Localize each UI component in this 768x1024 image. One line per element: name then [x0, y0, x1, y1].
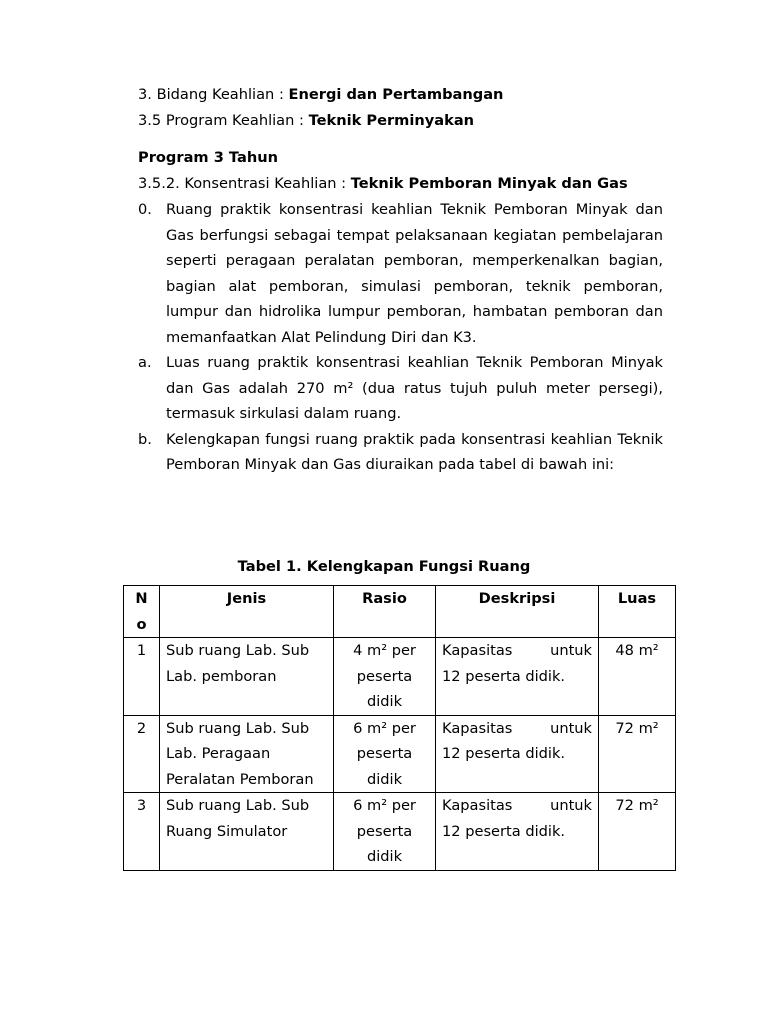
deskripsi-line: 12 peserta didik.	[442, 822, 566, 840]
program-keahlian-line	[138, 112, 474, 129]
rasio-line: peserta	[356, 822, 413, 840]
deskripsi-line: Kapasitas untuk	[442, 797, 592, 814]
konsentrasi-label: 3.5.2. Konsentrasi Keahlian :	[138, 175, 351, 192]
cell-luas: 48 m²	[599, 638, 676, 716]
list-item-text: Luas ruang praktik konsentrasi keahlian Teknik Pemboran Minyak dan Gas adalah 270 m² (dua ratus tujuh puluh meter persegi), termasuk sirkulasi dalam ruang.	[166, 354, 663, 422]
rasio-line: 6 m² per	[353, 797, 416, 814]
kelengkapan-table	[123, 585, 676, 871]
bidang-label: 3. Bidang Keahlian :	[138, 86, 289, 103]
rasio-line: 6 m² per	[353, 719, 416, 737]
rasio-line: didik	[366, 770, 403, 788]
jenis-line: Lab. pemboran	[166, 667, 277, 685]
rasio-line: didik	[366, 693, 403, 710]
header-no-line2: o	[136, 615, 147, 633]
cell-no: 3	[124, 793, 160, 871]
deskripsi-line: 12 peserta didik.	[442, 745, 566, 762]
cell-luas: 72 m²	[599, 793, 676, 871]
program-tahun-text: Program 3 Tahun	[138, 149, 279, 166]
header-jenis: Jenis	[160, 586, 334, 638]
deskripsi-line: 12 peserta didik.	[442, 667, 566, 685]
header-rasio: Rasio	[334, 586, 436, 638]
description-list	[138, 197, 663, 478]
header-no-line1: N	[135, 590, 148, 607]
jenis-line: Sub ruang Lab. Sub	[166, 797, 310, 814]
rasio-line: peserta	[356, 745, 413, 762]
table-row	[124, 715, 676, 793]
list-item	[138, 197, 663, 350]
deskripsi-line: Kapasitas untuk	[442, 642, 592, 659]
header-luas: Luas	[599, 586, 676, 638]
jenis-line: Lab. Peragaan	[166, 745, 271, 762]
table-header-row	[124, 586, 676, 638]
list-item	[138, 427, 663, 478]
jenis-line: Sub ruang Lab. Sub	[166, 642, 310, 659]
list-marker: b.	[138, 430, 152, 448]
cell-deskripsi	[436, 793, 599, 871]
rasio-line: 4 m² per	[353, 642, 416, 659]
header-deskripsi: Deskripsi	[436, 586, 599, 638]
list-item-text: Kelengkapan fungsi ruang praktik pada konsentrasi keahlian Teknik Pemboran Minyak dan Gas diuraikan pada tabel di bawah ini:	[166, 430, 663, 473]
cell-rasio	[334, 793, 436, 871]
table-caption: Tabel 1. Kelengkapan Fungsi Ruang	[237, 558, 531, 575]
deskripsi-line: Kapasitas untuk	[442, 719, 592, 737]
jenis-line: Ruang Simulator	[166, 822, 288, 840]
cell-luas: 72 m²	[599, 715, 676, 793]
konsentrasi-keahlian-line	[138, 175, 628, 192]
cell-jenis	[160, 638, 334, 716]
list-item	[138, 350, 663, 427]
table-row	[124, 638, 676, 716]
bidang-keahlian-line	[138, 86, 503, 103]
cell-rasio	[334, 638, 436, 716]
rasio-line: didik	[366, 848, 403, 865]
rasio-line: peserta	[356, 667, 413, 685]
cell-no: 1	[124, 638, 160, 716]
list-marker: a.	[138, 354, 152, 371]
program-label: 3.5 Program Keahlian :	[138, 112, 309, 129]
jenis-line: Peralatan Pemboran	[166, 770, 314, 788]
cell-no: 2	[124, 715, 160, 793]
cell-deskripsi	[436, 715, 599, 793]
program-value: Teknik Perminyakan	[308, 112, 475, 129]
list-item-text: Ruang praktik konsentrasi keahlian Teknik Pemboran Minyak dan Gas berfungsi sebagai tempat pelaksanaan kegiatan pembelajaran seperti peragaan peralatan pemboran, memperkenalkan bagian, bagian alat pemboran, simulasi pemboran, teknik pemboran, lumpur dan hidrolika lumpur pemboran, hambatan pemboran dan memanfaatkan Alat Pelindung Diri dan K3.	[166, 201, 663, 346]
program-tahun-heading	[138, 149, 278, 166]
konsentrasi-value: Teknik Pemboran Minyak dan Gas	[350, 175, 628, 192]
table-row	[124, 793, 676, 871]
cell-jenis	[160, 715, 334, 793]
cell-deskripsi	[436, 638, 599, 716]
jenis-line: Sub ruang Lab. Sub	[166, 719, 310, 737]
list-marker: 0.	[138, 201, 152, 218]
cell-jenis	[160, 793, 334, 871]
bidang-value: Energi dan Pertambangan	[288, 86, 504, 103]
header-no	[124, 586, 160, 638]
cell-rasio	[334, 715, 436, 793]
